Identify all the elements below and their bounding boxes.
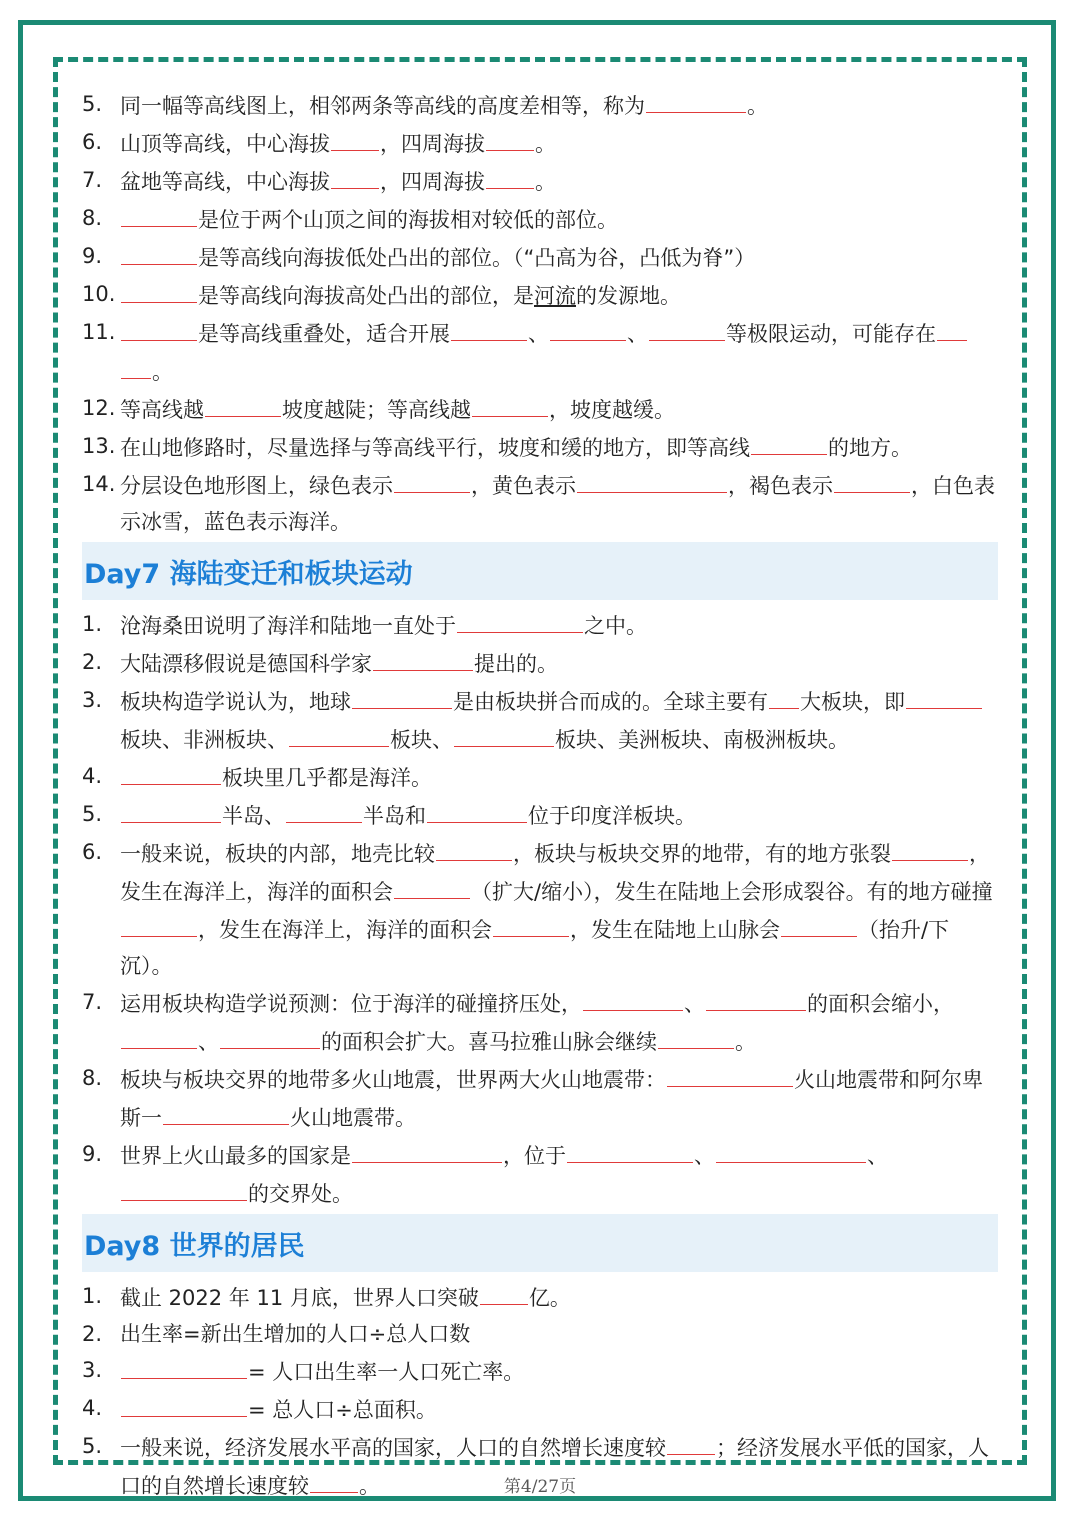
question-text: 是等高线重叠处，适合开展 [198,322,450,346]
question-text: 、 [627,322,648,346]
answer-blank[interactable] [331,124,379,151]
question [82,124,998,162]
question-text: ，发生在海洋上，海洋的面积会 [198,918,492,942]
answer-blank[interactable] [658,1022,734,1049]
answer-blank[interactable] [457,606,583,633]
answer-blank[interactable] [121,238,197,265]
question-text: 、 [198,1030,219,1054]
question [82,162,998,200]
answer-blank[interactable] [121,314,197,341]
question-number: 6. [82,840,103,864]
question-text: 盆地等高线，中心海拔 [120,170,330,194]
question-text: ，四周海拔 [380,170,485,194]
question-text: ，坡度越缓。 [549,398,675,422]
answer-blank[interactable] [121,352,151,379]
answer-blank[interactable] [373,644,473,671]
question-number: 4. [82,1396,103,1420]
answer-blank[interactable] [667,1060,793,1087]
question-number: 13. [82,434,116,458]
question-number: 5. [82,1434,103,1458]
question-number: 4. [82,764,103,788]
question-text: 、 [867,1144,888,1168]
answer-blank[interactable] [205,390,281,417]
question [82,1316,998,1352]
answer-blank[interactable] [352,682,452,709]
question [82,682,998,758]
question [82,606,998,644]
answer-blank[interactable] [751,428,827,455]
answer-blank[interactable] [427,796,527,823]
question [82,238,998,276]
answer-blank[interactable] [394,466,470,493]
question-number: 8. [82,206,103,230]
question-text: 是等高线向海拔低处凸出的部位。（“凸高为谷，凸低为脊”） [198,246,756,270]
question-text: 板块、 [390,728,453,752]
question [82,1352,998,1390]
section-title: Day7 海陆变迁和板块运动 [84,558,413,590]
question-number: 6. [82,130,103,154]
question-text: 半岛、 [222,804,285,828]
question-text: 板块构造学说认为，地球 [120,690,351,714]
question-text: 山顶等高线，中心海拔 [120,132,330,156]
question-text: 火山地震带和阿尔卑斯一 [120,1068,983,1130]
question [82,314,998,390]
question [82,200,998,238]
question [82,984,998,1060]
worksheet-content [82,86,998,1504]
section-heading [82,542,998,600]
question-text: 坡度越陡；等高线越 [282,398,471,422]
answer-blank[interactable] [649,314,725,341]
question-text: ；经济发展水平低的国家，人口的自然增长速度较 [120,1436,989,1498]
question-text: ，黄色表示 [471,474,576,498]
question-text: 大板块，即 [800,690,905,714]
answer-blank[interactable] [486,124,534,151]
question-text: 板块、非洲板块、 [120,728,288,752]
question-text: 世界上火山最多的国家是 [120,1144,351,1168]
question [82,86,998,124]
answer-blank[interactable] [486,162,534,189]
question [82,644,998,682]
question [82,758,998,796]
answer-blank[interactable] [394,872,470,899]
question-text: 。 [747,94,768,118]
page-number: 第4/27页 [503,1477,577,1497]
question-number: 12. [82,396,116,420]
answer-blank[interactable] [121,1352,247,1379]
answer-blank[interactable] [286,796,362,823]
question [82,466,998,540]
question-number: 8. [82,1066,103,1090]
question [82,1390,998,1428]
question-text: ，白色表示冰雪，蓝色表示海洋。 [120,474,995,534]
question [82,1136,998,1212]
question-text: 。 [152,360,173,384]
answer-blank[interactable] [892,834,968,861]
answer-blank[interactable] [937,314,967,341]
underlined-term: 河流 [534,284,576,308]
question-text: （扩大/缩小），发生在陆地上会形成裂谷。有的地方碰撞 [471,880,993,904]
question-number: 5. [82,802,103,826]
question-number: 9. [82,244,103,268]
answer-blank[interactable] [480,1278,528,1305]
question [82,796,998,834]
answer-blank[interactable] [716,1136,866,1163]
answer-blank[interactable] [472,390,548,417]
question-number: 2. [82,1322,103,1346]
question-text: （抬升/下沉）。 [120,918,950,978]
question-text: 板块里几乎都是海洋。 [222,766,432,790]
answer-blank[interactable] [121,758,221,785]
question-text: 同一幅等高线图上，相邻两条等高线的高度差相等，称为 [120,94,645,118]
question-text: ，四周海拔 [380,132,485,156]
answer-blank[interactable] [567,1136,693,1163]
answer-blank[interactable] [163,1098,289,1125]
question-number: 1. [82,1284,103,1308]
question-text: ，板块与板块交界的地带，有的地方张裂 [513,842,891,866]
question-text: 板块与板块交界的地带多火山地震，世界两大火山地震带： [120,1068,666,1092]
answer-blank[interactable] [436,834,512,861]
answer-blank[interactable] [121,276,197,303]
question-text: 半岛和 [363,804,426,828]
answer-blank[interactable] [121,796,221,823]
question-text: 是由板块拼合而成的。全球主要有 [453,690,768,714]
question-text: 沧海桑田说明了海洋和陆地一直处于 [120,614,456,638]
answer-blank[interactable] [906,682,982,709]
answer-blank[interactable] [834,466,910,493]
question-text: 位于印度洋板块。 [528,804,696,828]
section-heading [82,1214,998,1272]
question-text: 提出的。 [474,652,558,676]
answer-blank[interactable] [121,1390,247,1417]
answer-blank[interactable] [121,200,197,227]
question-text: 的面积会缩小， [807,992,954,1016]
question-text: 是位于两个山顶之间的海拔相对较低的部位。 [198,208,618,232]
answer-blank[interactable] [706,984,806,1011]
question-text: ，位于 [503,1144,566,1168]
question-number: 7. [82,168,103,192]
question-text: 截止 2022 年 11 月底，世界人口突破 [120,1286,479,1310]
question [82,1060,998,1136]
question-text: ，发生在海洋上，海洋的面积会 [120,842,990,904]
answer-blank[interactable] [331,162,379,189]
question-text: = 人口出生率一人口死亡率。 [248,1360,525,1384]
answer-blank[interactable] [493,910,569,937]
answer-blank[interactable] [121,1022,197,1049]
question-text: 。 [535,170,556,194]
answer-blank[interactable] [454,720,554,747]
question-number: 1. [82,612,103,636]
question-text: 在山地修路时，尽量选择与等高线平行，坡度和缓的地方，即等高线 [120,436,750,460]
question-number: 3. [82,1358,103,1382]
question-number: 3. [82,688,103,712]
question-text: 分层设色地形图上，绿色表示 [120,474,393,498]
question-text: 出生率=新出生增加的人口÷总人口数 [120,1322,471,1346]
answer-blank[interactable] [646,86,746,113]
question-text: 等高线越 [120,398,204,422]
question-text: 、 [684,992,705,1016]
question-number: 10. [82,282,116,306]
question-text: 运用板块构造学说预测：位于海洋的碰撞挤压处， [120,992,582,1016]
section-title: Day8 世界的居民 [84,1230,305,1262]
question-text: 板块、美洲板块、南极洲板块。 [555,728,849,752]
question-text: = 总人口÷总面积。 [248,1398,437,1422]
question-number: 9. [82,1142,103,1166]
answer-blank[interactable] [121,1174,247,1201]
question-text: 一般来说，经济发展水平高的国家，人口的自然增长速度较 [120,1436,666,1460]
answer-blank[interactable] [121,910,197,937]
question [82,834,998,984]
answer-blank[interactable] [352,1136,502,1163]
question-text: 的面积会扩大。喜马拉雅山脉会继续 [321,1030,657,1054]
question-text: 、 [528,322,549,346]
answer-blank[interactable] [769,682,799,709]
question-text: ，褐色表示 [728,474,833,498]
question-text: 。 [535,132,556,156]
question-number: 7. [82,990,103,1014]
question [82,428,998,466]
question-text: 火山地震带。 [290,1106,416,1130]
question-text: 等极限运动，可能存在 [726,322,936,346]
question-text: 之中。 [584,614,647,638]
question-text: 是等高线向海拔高处凸出的部位，是 [198,284,534,308]
question-number: 11. [82,320,116,344]
answer-blank[interactable] [583,984,683,1011]
answer-blank[interactable] [781,910,857,937]
question-text: ，发生在陆地上山脉会 [570,918,780,942]
question-number: 5. [82,92,103,116]
answer-blank[interactable] [550,314,626,341]
answer-blank[interactable] [577,466,727,493]
question-number: 2. [82,650,103,674]
question-text: 。 [735,1030,756,1054]
answer-blank[interactable] [451,314,527,341]
question [82,390,998,428]
question-text: 、 [694,1144,715,1168]
answer-blank[interactable] [667,1428,715,1455]
question-text: 大陆漂移假说是德国科学家 [120,652,372,676]
question-text: 亿。 [528,1286,571,1310]
question [82,1278,998,1316]
question [82,276,998,314]
question-text: 的地方。 [828,436,912,460]
question-number: 14. [82,472,116,496]
question-text: 的交界处。 [248,1182,353,1206]
answer-blank[interactable] [289,720,389,747]
answer-blank[interactable] [220,1022,320,1049]
question-text: 的发源地。 [576,284,681,308]
question-text: 。 [359,1474,380,1498]
question-text: 一般来说，板块的内部，地壳比较 [120,842,435,866]
